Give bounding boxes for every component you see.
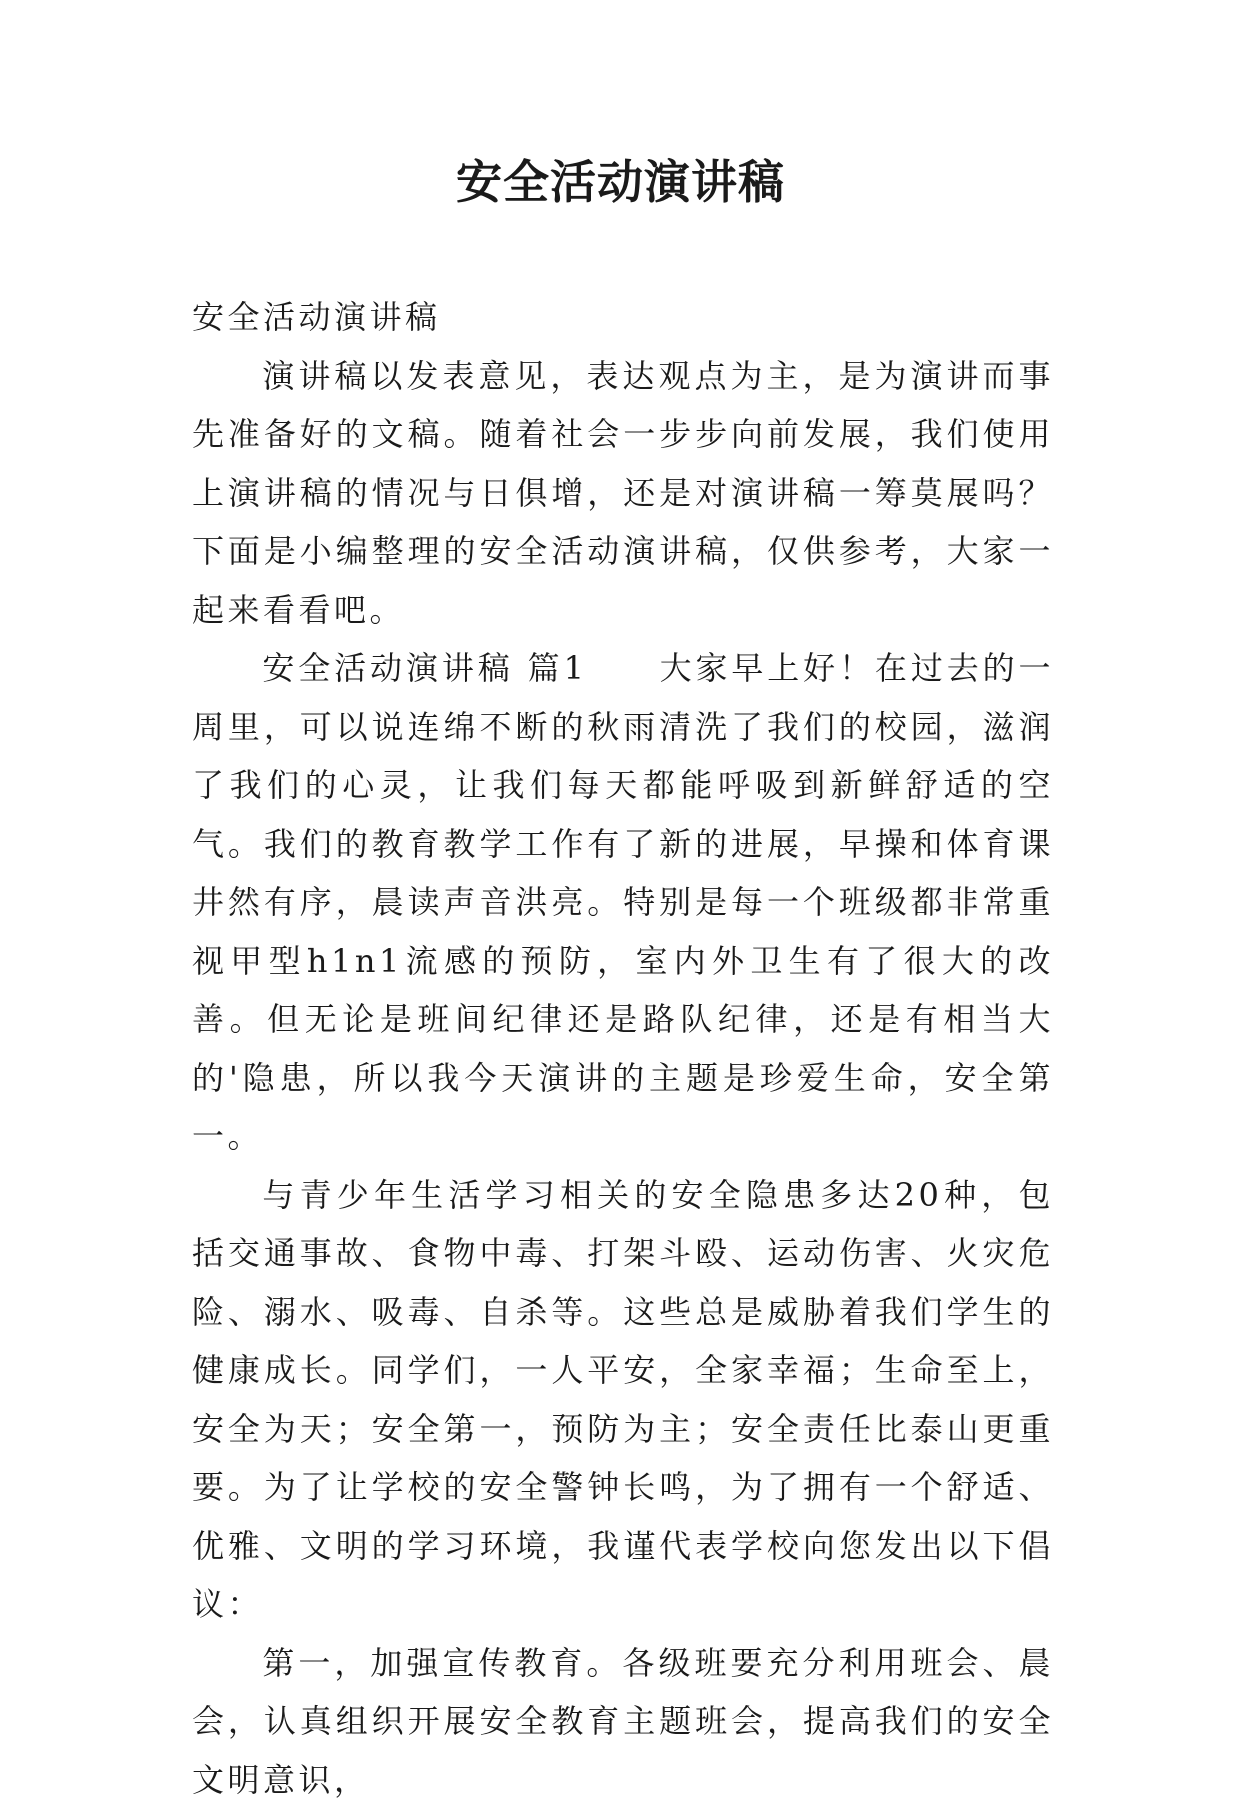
paragraph-first-proposal: 第一，加强宣传教育。各级班要充分利用班会、晨会，认真组织开展安全教育主题班会，提高我们的安全文明意识， [192, 1634, 1054, 1809]
document-body [192, 288, 1054, 1809]
document-subtitle: 安全活动演讲稿 [192, 288, 1054, 347]
paragraph-section-1: 安全活动演讲稿 篇1 大家早上好！在过去的一周里，可以说连绵不断的秋雨清洗了我们的校园，滋润了我们的心灵，让我们每天都能呼吸到新鲜舒适的空气。我们的教育教学工作有了新的进展，早操和体育课井然有序，晨读声音洪亮。特别是每一个班级都非常重视甲型h1n1流感的预防，室内外卫生有了很大的改善。但无论是班间纪律还是路队纪律，还是有相当大的'隐患，所以我今天演讲的主题是珍爱生命，安全第一。 [192, 639, 1054, 1166]
document-title: 安全活动演讲稿 [0, 152, 1241, 212]
paragraph-hazards: 与青少年生活学习相关的安全隐患多达20种，包括交通事故、食物中毒、打架斗殴、运动伤害、火灾危险、溺水、吸毒、自杀等。这些总是威胁着我们学生的健康成长。同学们，一人平安，全家幸福；生命至上，安全为天；安全第一，预防为主；安全责任比泰山更重要。为了让学校的安全警钟长鸣，为了拥有一个舒适、优雅、文明的学习环境，我谨代表学校向您发出以下倡议： [192, 1166, 1054, 1634]
paragraph-intro: 演讲稿以发表意见，表达观点为主，是为演讲而事先准备好的文稿。随着社会一步步向前发展，我们使用上演讲稿的情况与日俱增，还是对演讲稿一筹莫展吗？下面是小编整理的安全活动演讲稿，仅供参考，大家一起来看看吧。 [192, 347, 1054, 640]
